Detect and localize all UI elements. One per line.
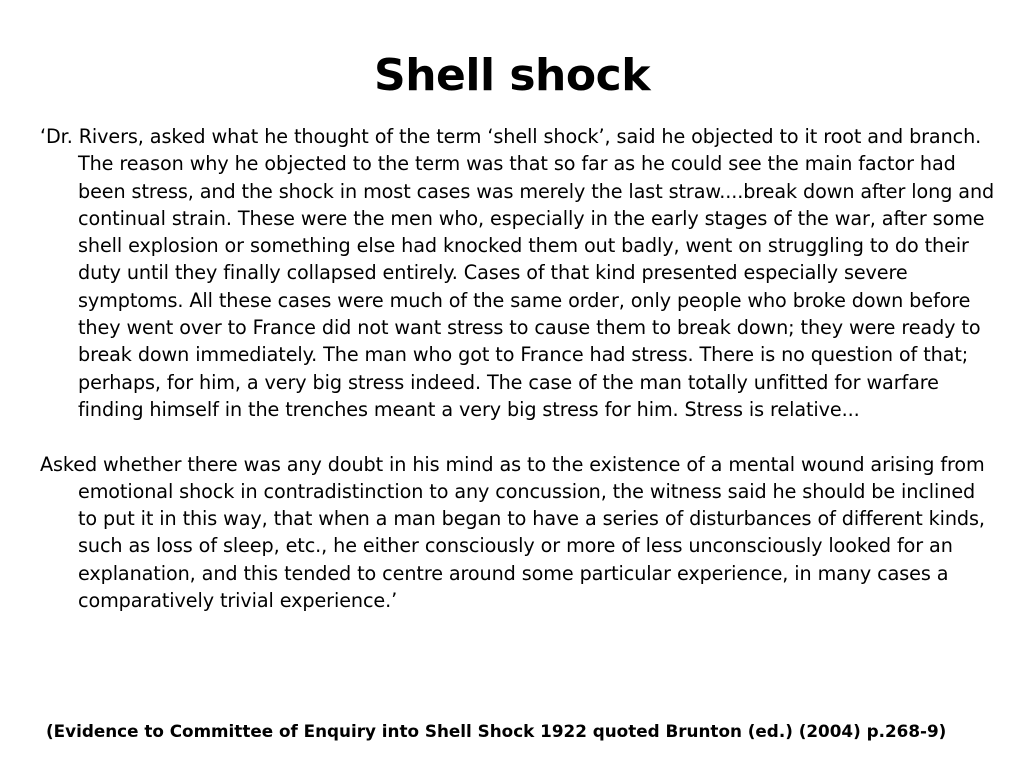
quote-paragraph-2: Asked whether there was any doubt in his mind as to the existence of a mental wound arising from emotional shock in contradistinction to any concussion, the witness said he should be inclined to put it in this way, that when a man began to have a series of disturbances of different kinds, such as loss of sleep, etc., he either consciously or more of less unconsciously looked for an explanation, and this tended to centre around some particular experience, in many cases a comparatively trivial experience.’ <box>40 452 985 613</box>
quote-paragraph-1: ‘Dr. Rivers, asked what he thought of the term ‘shell shock’, said he objected to it root and branch. The reason why he objected to the term was that so far as he could see the main factor had been stress, and the shock in most cases was merely the last straw....break down after long and continual strain. These were the men who, especially in the early stages of the war, after some shell explosion or something else had knocked them out badly, went on struggling to do their duty until they finally collapsed entirely. Cases of that kind presented especially severe symptoms. All these cases were much of the same order, only people who broke down before they went over to France did not want stress to cause them to break down; they were ready to break down immediately. The man who got to France had stress. There is no question of that; perhaps, for him, a very big stress indeed. The case of the man totally unfitted for warfare finding himself in the trenches meant a very big stress for him. Stress is relative... <box>40 125 995 421</box>
source-citation: (Evidence to Committee of Enquiry into Shell Shock 1922 quoted Brunton (ed.) (2004) p.268-9) <box>46 721 947 741</box>
quote-body <box>40 123 995 614</box>
slide-title: Shell shock <box>374 50 650 101</box>
